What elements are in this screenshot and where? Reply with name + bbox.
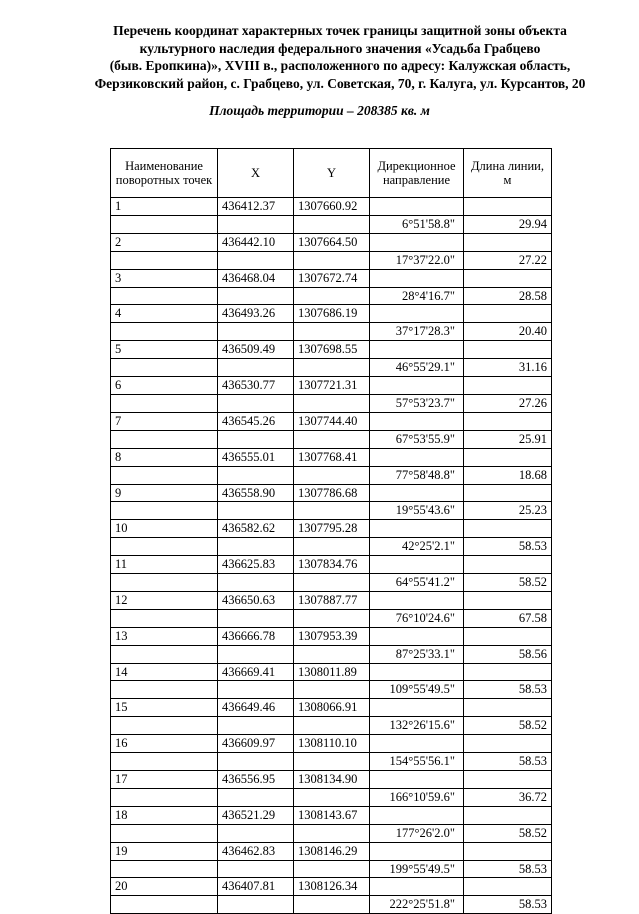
point-name-cell [111,681,218,699]
y-cell [294,717,370,735]
length-cell [464,663,552,681]
table-row [111,466,552,484]
direction-cell: 76°10'24.6" [370,609,464,627]
direction-cell: 28°4'16.7" [370,287,464,305]
direction-cell [370,484,464,502]
point-name-cell: 2 [111,233,218,251]
table-header-row [111,149,552,198]
table-row [111,448,552,466]
x-cell [218,359,294,377]
x-cell [218,860,294,878]
table-row [111,556,552,574]
x-cell: 436582.62 [218,520,294,538]
x-cell: 436521.29 [218,806,294,824]
y-cell [294,359,370,377]
title-line: культурного наследия федерального значения «Усадьба Грабцево [139,40,541,56]
point-name-cell [111,394,218,412]
x-cell [218,502,294,520]
length-cell [464,484,552,502]
length-cell [464,842,552,860]
x-cell: 436509.49 [218,341,294,359]
x-cell [218,788,294,806]
point-name-cell: 17 [111,771,218,789]
point-name-cell: 20 [111,878,218,896]
y-cell [294,788,370,806]
length-cell: 58.52 [464,574,552,592]
length-cell [464,448,552,466]
length-cell: 67.58 [464,609,552,627]
x-cell: 436625.83 [218,556,294,574]
x-cell: 436609.97 [218,735,294,753]
length-cell [464,699,552,717]
x-cell [218,681,294,699]
length-cell: 31.16 [464,359,552,377]
x-cell: 436650.63 [218,591,294,609]
point-name-cell [111,502,218,520]
direction-cell: 222°25'51.8" [370,896,464,914]
x-cell [218,466,294,484]
direction-cell [370,699,464,717]
point-name-cell [111,359,218,377]
direction-cell [370,412,464,430]
x-cell: 436666.78 [218,627,294,645]
length-cell [464,341,552,359]
table-row [111,663,552,681]
length-cell: 27.26 [464,394,552,412]
x-cell [218,717,294,735]
document-title [40,22,639,92]
table-row [111,412,552,430]
direction-cell [370,520,464,538]
point-name-cell [111,645,218,663]
table-row [111,305,552,323]
point-name-cell [111,860,218,878]
x-cell [218,824,294,842]
point-name-cell [111,824,218,842]
table-row [111,251,552,269]
direction-cell: 42°25'2.1" [370,538,464,556]
x-cell [218,574,294,592]
point-name-cell: 12 [111,591,218,609]
title-line: Перечень координат характерных точек границы защитной зоны объекта [113,23,567,38]
length-cell: 28.58 [464,287,552,305]
header-line-length: Длина линии, м [464,149,552,198]
y-cell [294,609,370,627]
y-cell: 1307786.68 [294,484,370,502]
table-row [111,609,552,627]
y-cell [294,466,370,484]
y-cell: 1307721.31 [294,377,370,395]
direction-cell: 87°25'33.1" [370,645,464,663]
y-cell [294,574,370,592]
point-name-cell: 7 [111,412,218,430]
header-direction: Дирекционное направление [370,149,464,198]
direction-cell: 46°55'29.1" [370,359,464,377]
table-row [111,681,552,699]
length-cell [464,591,552,609]
direction-cell [370,806,464,824]
x-cell [218,538,294,556]
y-cell: 1307686.19 [294,305,370,323]
coordinates-table [110,148,552,914]
point-name-cell: 18 [111,806,218,824]
x-cell [218,609,294,627]
length-cell: 58.53 [464,896,552,914]
x-cell [218,753,294,771]
y-cell [294,215,370,233]
direction-cell: 177°26'2.0" [370,824,464,842]
direction-cell [370,341,464,359]
table-row [111,842,552,860]
point-name-cell: 6 [111,377,218,395]
table-row [111,484,552,502]
direction-cell [370,842,464,860]
y-cell [294,394,370,412]
direction-cell: 19°55'43.6" [370,502,464,520]
table-row [111,627,552,645]
point-name-cell [111,717,218,735]
y-cell: 1308066.91 [294,699,370,717]
table-row [111,287,552,305]
length-cell [464,412,552,430]
point-name-cell [111,788,218,806]
length-cell: 58.53 [464,681,552,699]
y-cell: 1307672.74 [294,269,370,287]
x-cell: 436545.26 [218,412,294,430]
point-name-cell: 10 [111,520,218,538]
table-row [111,806,552,824]
y-cell: 1308146.29 [294,842,370,860]
table-row [111,394,552,412]
header-y: Y [294,149,370,198]
direction-cell: 6°51'58.8" [370,215,464,233]
y-cell: 1307768.41 [294,448,370,466]
point-name-cell: 3 [111,269,218,287]
point-name-cell [111,287,218,305]
table-row [111,377,552,395]
table-row [111,538,552,556]
y-cell: 1307834.76 [294,556,370,574]
table-row [111,215,552,233]
title-line: (быв. Еропкина)», XVIII в., расположенного по адресу: Калужская область, [109,58,571,73]
direction-cell [370,878,464,896]
length-cell: 36.72 [464,788,552,806]
length-cell: 18.68 [464,466,552,484]
y-cell: 1308110.10 [294,735,370,753]
table-row [111,520,552,538]
point-name-cell [111,430,218,448]
length-cell [464,198,552,216]
y-cell: 1308126.34 [294,878,370,896]
x-cell [218,430,294,448]
direction-cell: 109°55'49.5" [370,681,464,699]
y-cell [294,681,370,699]
y-cell [294,323,370,341]
x-cell [218,645,294,663]
table-body [111,198,552,914]
direction-cell [370,556,464,574]
y-cell: 1308143.67 [294,806,370,824]
x-cell: 436669.41 [218,663,294,681]
point-name-cell: 11 [111,556,218,574]
header-point-name: Наименование поворотных точек [111,149,218,198]
table-row [111,788,552,806]
point-name-cell: 4 [111,305,218,323]
title-line: Ферзиковский район, с. Грабцево, ул. Советская, 70, г. Калуга, ул. Курсантов, 20 [94,75,586,91]
length-cell: 25.23 [464,502,552,520]
table-row [111,771,552,789]
table-row [111,502,552,520]
length-cell [464,233,552,251]
table-row [111,824,552,842]
point-name-cell: 5 [111,341,218,359]
x-cell [218,323,294,341]
length-cell [464,269,552,287]
y-cell [294,753,370,771]
length-cell: 58.53 [464,538,552,556]
direction-cell [370,663,464,681]
point-name-cell [111,466,218,484]
length-cell: 58.53 [464,860,552,878]
table-row [111,341,552,359]
y-cell: 1307953.39 [294,627,370,645]
length-cell: 25.91 [464,430,552,448]
point-name-cell: 15 [111,699,218,717]
x-cell: 436462.83 [218,842,294,860]
area-statement: Площадь территории – 208385 кв. м [209,103,430,118]
x-cell: 436442.10 [218,233,294,251]
point-name-cell [111,753,218,771]
y-cell: 1307887.77 [294,591,370,609]
direction-cell: 154°55'56.1" [370,753,464,771]
point-name-cell: 8 [111,448,218,466]
direction-cell [370,448,464,466]
direction-cell [370,627,464,645]
x-cell: 436558.90 [218,484,294,502]
point-name-cell: 13 [111,627,218,645]
y-cell: 1307698.55 [294,341,370,359]
length-cell: 58.52 [464,824,552,842]
y-cell [294,251,370,269]
x-cell: 436649.46 [218,699,294,717]
y-cell [294,824,370,842]
y-cell [294,860,370,878]
length-cell [464,806,552,824]
length-cell [464,735,552,753]
y-cell: 1307664.50 [294,233,370,251]
table-row [111,735,552,753]
direction-cell: 77°58'48.8" [370,466,464,484]
y-cell [294,538,370,556]
table-row [111,591,552,609]
direction-cell [370,591,464,609]
table-row [111,269,552,287]
x-cell: 436493.26 [218,305,294,323]
y-cell: 1307744.40 [294,412,370,430]
x-cell [218,251,294,269]
y-cell: 1307795.28 [294,520,370,538]
point-name-cell [111,538,218,556]
direction-cell [370,305,464,323]
x-cell: 436412.37 [218,198,294,216]
table-row [111,860,552,878]
point-name-cell [111,323,218,341]
direction-cell [370,233,464,251]
length-cell [464,377,552,395]
table-row [111,233,552,251]
direction-cell [370,377,464,395]
table-row [111,878,552,896]
table-row [111,753,552,771]
length-cell: 27.22 [464,251,552,269]
direction-cell: 166°10'59.6" [370,788,464,806]
x-cell [218,215,294,233]
length-cell [464,627,552,645]
point-name-cell: 9 [111,484,218,502]
direction-cell: 199°55'49.5" [370,860,464,878]
point-name-cell [111,215,218,233]
direction-cell [370,269,464,287]
length-cell: 29.94 [464,215,552,233]
length-cell: 20.40 [464,323,552,341]
table-row [111,717,552,735]
y-cell: 1307660.92 [294,198,370,216]
direction-cell [370,771,464,789]
length-cell [464,878,552,896]
x-cell: 436556.95 [218,771,294,789]
y-cell: 1308011.89 [294,663,370,681]
table-row [111,699,552,717]
table-row [111,323,552,341]
point-name-cell: 16 [111,735,218,753]
direction-cell: 17°37'22.0" [370,251,464,269]
table-row [111,645,552,663]
y-cell [294,645,370,663]
y-cell [294,502,370,520]
point-name-cell: 19 [111,842,218,860]
direction-cell: 64°55'41.2" [370,574,464,592]
direction-cell: 132°26'15.6" [370,717,464,735]
length-cell [464,520,552,538]
x-cell: 436530.77 [218,377,294,395]
direction-cell: 67°53'55.9" [370,430,464,448]
x-cell: 436468.04 [218,269,294,287]
y-cell: 1308134.90 [294,771,370,789]
length-cell [464,556,552,574]
table-row [111,198,552,216]
length-cell [464,305,552,323]
table-row [111,574,552,592]
length-cell: 58.53 [464,753,552,771]
direction-cell [370,735,464,753]
x-cell [218,394,294,412]
x-cell [218,287,294,305]
length-cell: 58.52 [464,717,552,735]
x-cell: 436407.81 [218,878,294,896]
y-cell [294,287,370,305]
header-x: X [218,149,294,198]
y-cell [294,430,370,448]
length-cell: 58.56 [464,645,552,663]
point-name-cell: 1 [111,198,218,216]
point-name-cell [111,574,218,592]
table-row [111,430,552,448]
direction-cell: 37°17'28.3" [370,323,464,341]
point-name-cell [111,251,218,269]
x-cell: 436555.01 [218,448,294,466]
point-name-cell [111,609,218,627]
length-cell [464,771,552,789]
direction-cell: 57°53'23.7" [370,394,464,412]
point-name-cell: 14 [111,663,218,681]
direction-cell [370,198,464,216]
table-row [111,359,552,377]
